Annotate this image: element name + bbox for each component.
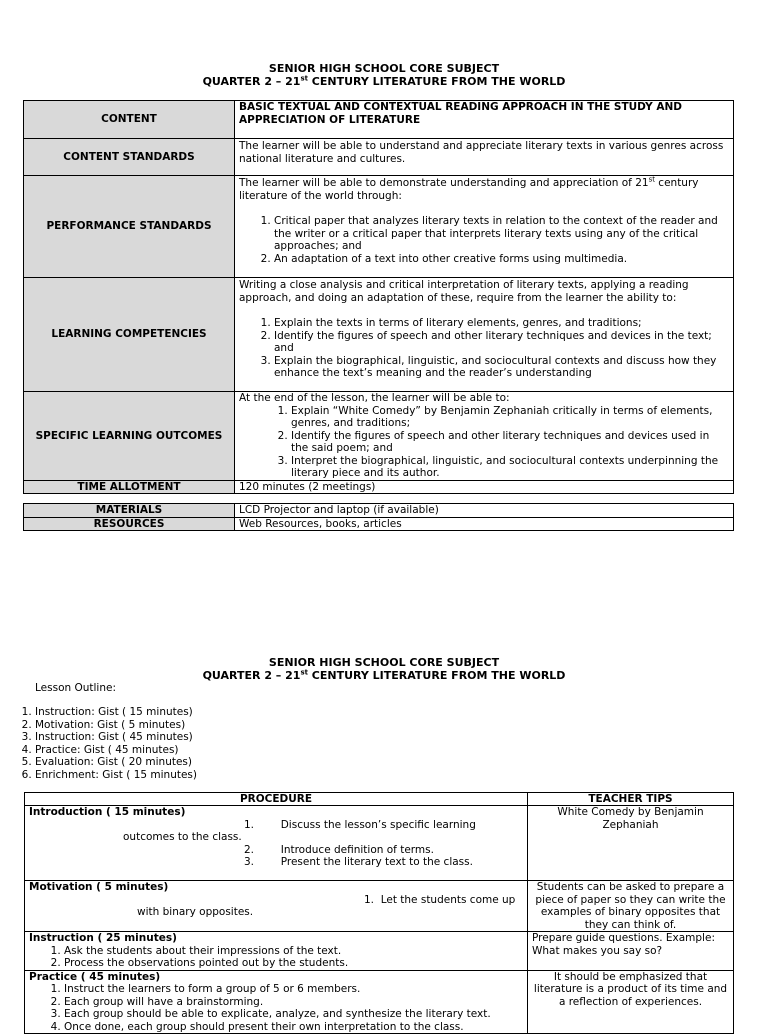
lesson-info-table (23, 100, 734, 494)
instruction-title: Instruction ( 25 minutes) (29, 932, 177, 944)
list-item: 4. Practice: Gist ( 45 minutes) (35, 744, 197, 757)
time-value: 120 minutes (2 meetings) (235, 480, 734, 494)
list-item: 2. Each group will have a brainstorming. (64, 996, 523, 1009)
outcomes-row (24, 392, 734, 481)
list-item: 4. Once done, each group should present their own interpretation to the class. (64, 1021, 523, 1034)
header-subject: SENIOR HIGH SCHOOL CORE SUBJECT (268, 62, 500, 75)
performance-intro: The learner will be able to demonstrate understanding and appreciation of 21st century literature of the world through: (239, 175, 699, 202)
content-standards-label: CONTENT STANDARDS (24, 139, 235, 176)
procedure-header-row (25, 793, 734, 806)
list-item: 5. Evaluation: Gist ( 20 minutes) (35, 756, 197, 769)
outcomes-intro: At the end of the lesson, the learner will be able to: (239, 392, 510, 404)
list-item: 3. Each group should be able to explicate, analyze, and synthesize the literary text. (64, 1008, 523, 1021)
motivation-tip: Students can be asked to prepare a piece of paper so they can write the examples of binary opposites that they can think of. (528, 881, 734, 932)
resources-label: RESOURCES (24, 517, 235, 531)
materials-value: LCD Projector and laptop (if available) (235, 504, 734, 518)
time-label: TIME ALLOTMENT (24, 480, 235, 494)
content-value: BASIC TEXTUAL AND CONTEXTUAL READING APPROACH IN THE STUDY AND APPRECIATION OF LITERATURE (235, 101, 734, 139)
list-item: 6. Enrichment: Gist ( 15 minutes) (35, 769, 197, 782)
list-item: 1. Instruction: Gist ( 15 minutes) (35, 706, 197, 719)
doc-header-2 (0, 656, 768, 682)
list-item: 1. Critical paper that analyzes literary texts in relation to the context of the reader and the writer or a critical paper that interprets literary texts using any of the critical approaches; and (274, 215, 729, 253)
content-standards-value: The learner will be able to understand and appreciate literary texts in various genres across national literature and cultures. (235, 139, 734, 176)
content-standards-row (24, 139, 734, 176)
practice-title: Practice ( 45 minutes) (29, 970, 161, 983)
resources-row (24, 517, 734, 531)
header-subject: SENIOR HIGH SCHOOL CORE SUBJECT (268, 656, 500, 669)
list-item: 2. Identify the figures of speech and other literary techniques and devices in the text; and (274, 330, 729, 355)
outcomes-label: SPECIFIC LEARNING OUTCOMES (24, 392, 235, 481)
performance-label: PERFORMANCE STANDARDS (24, 176, 235, 278)
intro-title: Introduction ( 15 minutes) (29, 806, 186, 818)
performance-list (239, 215, 729, 265)
lesson-outline-label: Lesson Outline: (35, 682, 117, 694)
motivation-step: 1. Let the students come up (364, 893, 516, 906)
list-item: 3. Interpret the biographical, linguistic, and sociocultural contexts underpinning the literary piece and its author. (291, 455, 729, 480)
list-item: 2. Process the observations pointed out by the students. (64, 957, 523, 970)
list-item: 1. Instruct the learners to form a group of 5 or 6 members. (64, 983, 523, 996)
intro-cell (25, 806, 528, 881)
list-item: 1. Ask the students about their impressions of the text. (64, 945, 523, 958)
doc-header-1 (0, 62, 768, 88)
tips-header: TEACHER TIPS (528, 793, 734, 806)
header-quarter: QUARTER 2 – 21st CENTURY LITERATURE FROM THE WORLD (202, 668, 566, 682)
list-item: 2. Identify the figures of speech and other literary techniques and devices used in the said poem; and (291, 430, 729, 455)
instruction-list (29, 945, 523, 970)
list-item: 2. An adaptation of a text into other creative forms using multimedia. (274, 253, 729, 266)
materials-label: MATERIALS (24, 504, 235, 518)
motivation-step: with binary opposites. (137, 906, 254, 918)
motivation-title: Motivation ( 5 minutes) (29, 881, 169, 893)
list-item: 3. Explain the biographical, linguistic, and sociocultural contexts and discuss how they enhance the text’s meaning and the reader’s understanding (274, 355, 729, 380)
practice-list (29, 983, 523, 1033)
materials-row (24, 504, 734, 518)
intro-step: 2. Introduce definition of terms. (244, 843, 434, 856)
competencies-row (24, 278, 734, 392)
intro-step: 3. Present the literary text to the class. (244, 856, 473, 868)
content-row (24, 101, 734, 139)
instruction-row (25, 932, 734, 971)
time-row (24, 480, 734, 494)
outcomes-value (235, 392, 734, 481)
list-item: 1. Explain “White Comedy” by Benjamin Zephaniah critically in terms of elements, genres, and traditions; (291, 405, 729, 430)
outcomes-list (239, 405, 729, 480)
motivation-row (25, 881, 734, 932)
competencies-value (235, 278, 734, 392)
competencies-list (239, 317, 729, 380)
competencies-intro: Writing a close analysis and critical interpretation of literary texts, applying a reading approach, and doing an adaptation of these, require from the learner the ability to: (239, 279, 689, 304)
procedure-table (24, 792, 734, 1034)
procedure-header: PROCEDURE (25, 793, 528, 806)
performance-value (235, 176, 734, 278)
materials-table (23, 503, 734, 531)
header-quarter: QUARTER 2 – 21st CENTURY LITERATURE FROM THE WORLD (202, 74, 566, 88)
list-item: 2. Motivation: Gist ( 5 minutes) (35, 719, 197, 732)
intro-row (25, 806, 734, 881)
content-label: CONTENT (24, 101, 235, 139)
lesson-outline-list (17, 706, 197, 781)
motivation-cell (25, 881, 528, 932)
performance-row (24, 176, 734, 278)
list-item: 3. Instruction: Gist ( 45 minutes) (35, 731, 197, 744)
intro-step: outcomes to the class. (123, 831, 242, 843)
instruction-tip: Prepare guide questions. Example: What makes you say so? (528, 932, 734, 971)
competencies-label: LEARNING COMPETENCIES (24, 278, 235, 392)
resources-value: Web Resources, books, articles (235, 517, 734, 531)
list-item: 1. Explain the texts in terms of literary elements, genres, and traditions; (274, 317, 729, 330)
intro-tip: White Comedy by Benjamin Zephaniah (528, 806, 734, 881)
instruction-cell (25, 932, 528, 971)
practice-tip: It should be emphasized that literature is a product of its time and a reflection of experiences. (528, 970, 734, 1034)
intro-step: 1. Discuss the lesson’s specific learning (244, 818, 476, 831)
